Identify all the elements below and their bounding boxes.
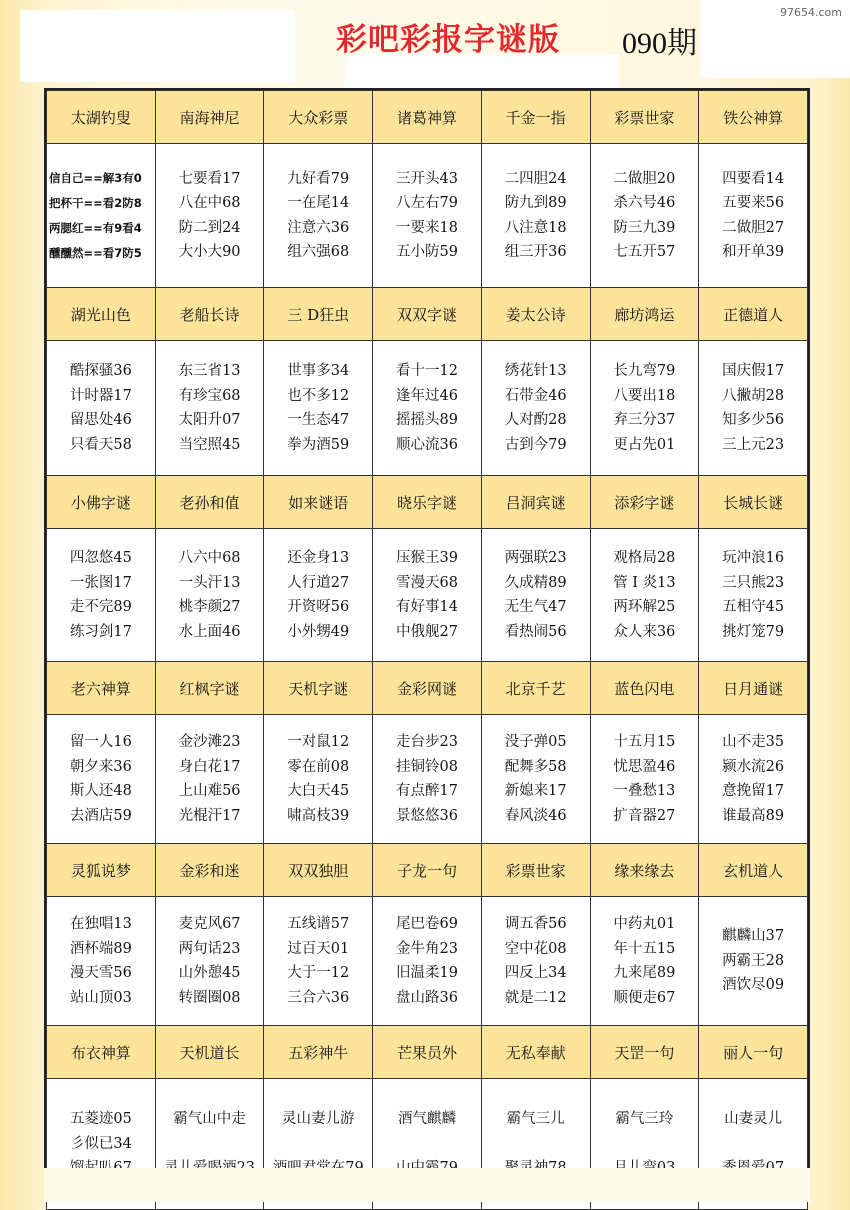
riddle-cell <box>590 897 699 1026</box>
riddle-line: 人对酌28 <box>504 412 567 428</box>
column-name-cell: 天罡一句 <box>590 1026 699 1079</box>
white-mask-left <box>20 10 294 82</box>
riddle-line: 太阳升07 <box>178 412 241 428</box>
column-name-cell: 晓乐字谜 <box>373 476 482 529</box>
bottom-strip <box>44 1168 810 1202</box>
column-name-cell: 子龙一句 <box>373 844 482 897</box>
riddle-line: 练习剑17 <box>69 623 132 640</box>
riddle-line: 石带金46 <box>504 387 567 404</box>
riddle-cell <box>264 715 373 844</box>
riddle-cell <box>47 144 156 288</box>
riddle-line <box>482 1132 590 1157</box>
riddle-cell <box>264 529 373 662</box>
riddle-line: 配舞多58 <box>504 758 567 775</box>
riddle-line: 就是二12 <box>504 989 567 1006</box>
riddle-line: 一叠愁13 <box>613 783 676 799</box>
riddle-line: 留一人16 <box>69 734 132 750</box>
column-name-cell: 彩票世家 <box>481 844 590 897</box>
column-name-cell: 老船长诗 <box>155 288 264 341</box>
riddle-line: 人行道27 <box>287 574 350 591</box>
riddle-cell <box>373 341 482 476</box>
riddle-line: 拳为酒59 <box>287 436 350 453</box>
riddle-line: 朝夕来36 <box>69 758 132 775</box>
riddle-line: 酷探骚36 <box>69 363 132 379</box>
riddle-cell <box>155 897 264 1026</box>
riddle-line: 更占先01 <box>613 436 676 453</box>
riddle-line: 只看天58 <box>69 436 132 453</box>
riddle-line: 意挽留17 <box>722 783 785 799</box>
column-name-cell: 吕洞宾谜 <box>481 476 590 529</box>
riddle-line: 桃李颜27 <box>178 599 241 615</box>
column-name-cell: 如来谜语 <box>264 476 373 529</box>
riddle-line: 和开单39 <box>722 244 785 260</box>
riddle-line: 酒气麒麟 <box>397 1111 456 1128</box>
riddle-line: 逢年过46 <box>395 387 458 404</box>
riddle-table-body <box>47 91 808 1210</box>
column-name-cell: 南海神尼 <box>155 91 264 144</box>
column-name-cell: 三 D狂虫 <box>264 288 373 341</box>
column-name-cell: 正德道人 <box>699 288 808 341</box>
riddle-cell <box>699 144 808 288</box>
riddle-line: 麦克风67 <box>178 916 241 932</box>
riddle-line: 小外甥49 <box>287 623 350 640</box>
riddle-line: 久成精89 <box>504 574 567 591</box>
riddle-line: 八左右79 <box>395 195 458 211</box>
column-name-cell: 双双独胆 <box>264 844 373 897</box>
riddle-line: 七五开57 <box>613 244 676 260</box>
riddle-line: 转圈圈08 <box>178 989 241 1006</box>
riddle-line: 一在尾14 <box>287 195 350 211</box>
riddle-line: 七要看17 <box>178 170 241 187</box>
riddle-line: 二做胆27 <box>722 219 785 236</box>
riddle-grid <box>44 88 810 1168</box>
riddle-line: 调五香56 <box>504 916 567 932</box>
column-name-cell: 姜太公诗 <box>481 288 590 341</box>
riddle-line: 一要来18 <box>395 219 458 236</box>
riddle-cell <box>699 897 808 1026</box>
riddle-line: 世事多34 <box>287 363 350 379</box>
riddle-line: 长九弯79 <box>613 363 676 379</box>
riddle-line: 酒杯端89 <box>69 940 132 957</box>
column-name-cell: 北京千艺 <box>481 662 590 715</box>
riddle-line: 观格局28 <box>613 550 676 566</box>
riddle-line: 二做胆20 <box>613 170 676 187</box>
riddle-line: 留思处46 <box>69 412 132 428</box>
riddle-line: 光棍汗17 <box>178 807 241 824</box>
riddle-line: 三开头43 <box>395 170 458 187</box>
riddle-cell <box>590 715 699 844</box>
column-name-cell: 无私奉献 <box>481 1026 590 1079</box>
riddle-line: 一头汗13 <box>178 574 241 591</box>
riddle-cell <box>481 529 590 662</box>
column-name-cell: 诸葛神算 <box>373 91 482 144</box>
riddle-cell <box>155 529 264 662</box>
riddle-cell <box>590 341 699 476</box>
column-name-cell: 湖光山色 <box>47 288 156 341</box>
riddle-line: 站山顶03 <box>69 989 132 1006</box>
riddle-line <box>591 1132 699 1157</box>
column-name-cell: 红枫字谜 <box>155 662 264 715</box>
riddle-line: 大于一12 <box>287 965 350 981</box>
riddle-line: 彡似已34 <box>69 1135 132 1152</box>
riddle-line: 过百天01 <box>287 940 350 957</box>
riddle-line: 麒麟山37 <box>722 928 785 945</box>
riddle-line <box>373 1132 481 1157</box>
riddle-line: 空中花08 <box>504 940 567 957</box>
riddle-row <box>47 529 808 662</box>
riddle-line: 尾巴卷69 <box>395 916 458 932</box>
riddle-line: 斯人还48 <box>69 783 132 799</box>
riddle-row <box>47 144 808 288</box>
column-name-cell: 老六神算 <box>47 662 156 715</box>
riddle-line: 景悠悠36 <box>395 807 458 824</box>
column-name-cell: 金彩网谜 <box>373 662 482 715</box>
name-row <box>47 1026 808 1079</box>
riddle-cell <box>481 897 590 1026</box>
riddle-line: 四忽悠45 <box>69 550 132 566</box>
riddle-cell <box>47 715 156 844</box>
riddle-line: 大小大90 <box>178 244 241 260</box>
riddle-line: 醺醺然==看7防5 <box>49 245 142 260</box>
column-name-cell: 长城长谜 <box>699 476 808 529</box>
riddle-line: 三合六36 <box>287 989 350 1006</box>
riddle-line: 金沙滩23 <box>178 734 241 750</box>
riddle-line: 一对鼠12 <box>287 734 350 750</box>
column-name-cell: 布衣神算 <box>47 1026 156 1079</box>
riddle-line: 挂铜铃08 <box>395 758 458 775</box>
column-name-cell: 彩票世家 <box>590 91 699 144</box>
riddle-line: 古到今79 <box>504 436 567 453</box>
column-name-cell: 蓝色闪电 <box>590 662 699 715</box>
riddle-line: 国庆假17 <box>722 363 785 379</box>
riddle-cell <box>481 341 590 476</box>
riddle-line: 谁最高89 <box>722 807 785 824</box>
riddle-line: 灵山妻儿游 <box>282 1111 355 1128</box>
riddle-line: 压猴王39 <box>395 550 458 566</box>
name-row <box>47 844 808 897</box>
riddle-line: 两句话23 <box>178 940 241 957</box>
riddle-line: 二四胆24 <box>504 170 567 187</box>
riddle-line: 顺心流36 <box>395 436 458 453</box>
riddle-line: 还金身13 <box>287 550 350 566</box>
riddle-cell <box>590 529 699 662</box>
riddle-line: 两霸王28 <box>722 952 785 969</box>
riddle-line: 东三省13 <box>178 363 241 379</box>
riddle-line: 新媳来17 <box>504 783 567 799</box>
riddle-cell <box>373 715 482 844</box>
riddle-line: 中药丸01 <box>613 916 676 932</box>
riddle-line: 注意六36 <box>287 219 350 236</box>
name-row <box>47 662 808 715</box>
riddle-line: 霸气三玲 <box>615 1111 674 1128</box>
riddle-cell <box>155 715 264 844</box>
riddle-line: 三只熊23 <box>722 574 785 591</box>
column-name-cell: 廊坊鸿运 <box>590 288 699 341</box>
riddle-line: 忧思盈46 <box>613 758 676 775</box>
column-name-cell: 千金一指 <box>481 91 590 144</box>
riddle-line: 无生气47 <box>504 599 567 615</box>
column-name-cell: 缘来缘去 <box>590 844 699 897</box>
riddle-cell <box>47 897 156 1026</box>
riddle-line: 八六中68 <box>178 550 241 566</box>
riddle-line: 身白花17 <box>178 758 241 775</box>
riddle-line: 去酒店59 <box>69 807 132 824</box>
riddle-line: 一张图17 <box>69 574 132 591</box>
riddle-line: 杀六号46 <box>613 195 676 211</box>
riddle-cell <box>373 897 482 1026</box>
riddle-line: 山不走35 <box>722 734 785 750</box>
riddle-line: 管 I 炎13 <box>613 574 676 591</box>
riddle-line: 开资呀56 <box>287 599 350 615</box>
riddle-line: 山妻灵儿 <box>724 1111 783 1128</box>
riddle-line: 知多少56 <box>722 412 785 428</box>
riddle-line: 绣花针13 <box>504 363 567 379</box>
riddle-line: 霸气山中走 <box>173 1111 246 1128</box>
riddle-line: 防九到89 <box>504 195 567 211</box>
issue-number: 090期 <box>622 27 697 60</box>
column-name-cell: 小佛字谜 <box>47 476 156 529</box>
riddle-line: 颍水流26 <box>722 758 785 775</box>
riddle-line: 有点醉17 <box>395 783 458 799</box>
riddle-line: 三上元23 <box>722 436 785 453</box>
riddle-line: 五线谱57 <box>287 916 350 932</box>
column-name-cell: 天机字谜 <box>264 662 373 715</box>
riddle-line: 八在中68 <box>178 195 241 211</box>
riddle-line: 大白天45 <box>287 783 350 799</box>
riddle-line <box>156 1132 264 1157</box>
column-name-cell: 五彩神牛 <box>264 1026 373 1079</box>
riddle-line: 啸高枝39 <box>287 807 350 824</box>
riddle-cell <box>481 144 590 288</box>
column-name-cell: 太湖钓叟 <box>47 91 156 144</box>
riddle-line: 五小防59 <box>395 244 458 260</box>
riddle-line: 有珍宝68 <box>178 387 241 404</box>
riddle-line: 众人来36 <box>613 623 676 640</box>
riddle-line: 五菱迹05 <box>69 1111 132 1128</box>
riddle-cell <box>699 529 808 662</box>
riddle-line: 两环解25 <box>613 599 676 615</box>
riddle-line: 组三开36 <box>504 244 567 260</box>
riddle-line: 防二到24 <box>178 219 241 236</box>
riddle-line: 中俄舰27 <box>395 623 458 640</box>
riddle-cell <box>264 341 373 476</box>
riddle-cell <box>47 529 156 662</box>
riddle-line: 有好事14 <box>395 599 458 615</box>
riddle-line: 金牛角23 <box>395 940 458 957</box>
riddle-line: 年十五15 <box>613 940 676 957</box>
name-row <box>47 288 808 341</box>
riddle-line <box>699 1132 807 1157</box>
white-mask-center <box>345 54 619 92</box>
riddle-cell <box>373 144 482 288</box>
watermark: 97654.com <box>780 6 842 19</box>
riddle-line: 看热闹56 <box>504 623 567 640</box>
riddle-line: 也不多12 <box>287 387 350 404</box>
column-name-cell: 玄机道人 <box>699 844 808 897</box>
column-name-cell: 铁公神算 <box>699 91 808 144</box>
riddle-line: 当空照45 <box>178 436 241 453</box>
riddle-line: 八撇胡28 <box>722 387 785 404</box>
riddle-line: 五相守45 <box>722 599 785 615</box>
riddle-row <box>47 897 808 1026</box>
column-name-cell: 双双字谜 <box>373 288 482 341</box>
riddle-line: 看十一12 <box>395 363 458 379</box>
riddle-line: 两腮红==有9看4 <box>49 220 142 235</box>
riddle-line: 霸气三儿 <box>506 1111 565 1128</box>
riddle-line: 玩冲浪16 <box>722 550 785 566</box>
riddle-cell <box>590 144 699 288</box>
column-name-cell: 灵狐说梦 <box>47 844 156 897</box>
column-name-cell: 添彩字谜 <box>590 476 699 529</box>
riddle-line: 四反上34 <box>504 965 567 981</box>
column-name-cell: 天机道长 <box>155 1026 264 1079</box>
riddle-cell <box>264 144 373 288</box>
riddle-line: 漫天雪56 <box>69 965 132 981</box>
riddle-line: 挑灯笼79 <box>722 623 785 640</box>
riddle-line: 把杯干==看2防8 <box>49 195 142 210</box>
riddle-line: 摇摇头89 <box>395 412 458 428</box>
riddle-cell <box>47 341 156 476</box>
riddle-cell <box>373 529 482 662</box>
page-title: 彩吧彩报字谜版 <box>336 22 560 58</box>
riddle-row <box>47 341 808 476</box>
riddle-cell <box>264 897 373 1026</box>
riddle-cell <box>481 715 590 844</box>
riddle-line: 八要出18 <box>613 387 676 404</box>
column-name-cell: 金彩和迷 <box>155 844 264 897</box>
riddle-row <box>47 715 808 844</box>
riddle-line: 组六强68 <box>287 244 350 260</box>
riddle-line: 上山难56 <box>178 783 241 799</box>
column-name-cell: 芒果员外 <box>373 1026 482 1079</box>
riddle-line: 在独唱13 <box>69 916 132 932</box>
riddle-line: 酒饮尽09 <box>722 977 785 994</box>
riddle-line: 旧温柔19 <box>395 965 458 981</box>
riddle-line: 山外憩45 <box>178 965 241 981</box>
riddle-cell <box>155 144 264 288</box>
riddle-line: 五要来56 <box>722 195 785 211</box>
column-name-cell: 日月通谜 <box>699 662 808 715</box>
riddle-line: 四要看14 <box>722 170 785 187</box>
riddle-line: 零在前08 <box>287 758 350 775</box>
column-name-cell: 丽人一句 <box>699 1026 808 1079</box>
riddle-line <box>264 1132 372 1157</box>
riddle-line: 一生态47 <box>287 412 350 428</box>
riddle-line: 走不完89 <box>69 599 132 615</box>
column-name-cell: 老孙和值 <box>155 476 264 529</box>
riddle-line: 弃三分37 <box>613 412 676 428</box>
riddle-line: 扩音器27 <box>613 807 676 824</box>
riddle-cell <box>699 715 808 844</box>
riddle-table <box>46 90 808 1210</box>
riddle-line: 走台步23 <box>395 734 458 750</box>
riddle-line: 九来尾89 <box>613 965 676 981</box>
name-row <box>47 476 808 529</box>
riddle-line: 九好看79 <box>287 170 350 187</box>
riddle-cell <box>155 341 264 476</box>
column-name-cell: 大众彩票 <box>264 91 373 144</box>
riddle-line: 防三九39 <box>613 219 676 236</box>
riddle-line: 十五月15 <box>613 734 676 750</box>
riddle-line: 水上面46 <box>178 623 241 640</box>
name-row <box>47 91 808 144</box>
riddle-line: 计时器17 <box>69 387 132 404</box>
riddle-cell <box>699 341 808 476</box>
riddle-line: 雪漫天68 <box>395 574 458 591</box>
riddle-line: 没子弹05 <box>504 734 567 750</box>
riddle-line: 八注意18 <box>504 219 567 236</box>
riddle-line: 盘山路36 <box>395 989 458 1006</box>
riddle-line: 春风淡46 <box>504 807 567 824</box>
riddle-line: 顺便走67 <box>613 989 676 1006</box>
riddle-line: 信自己==解3有0 <box>49 170 142 185</box>
riddle-line: 两强联23 <box>504 550 567 566</box>
